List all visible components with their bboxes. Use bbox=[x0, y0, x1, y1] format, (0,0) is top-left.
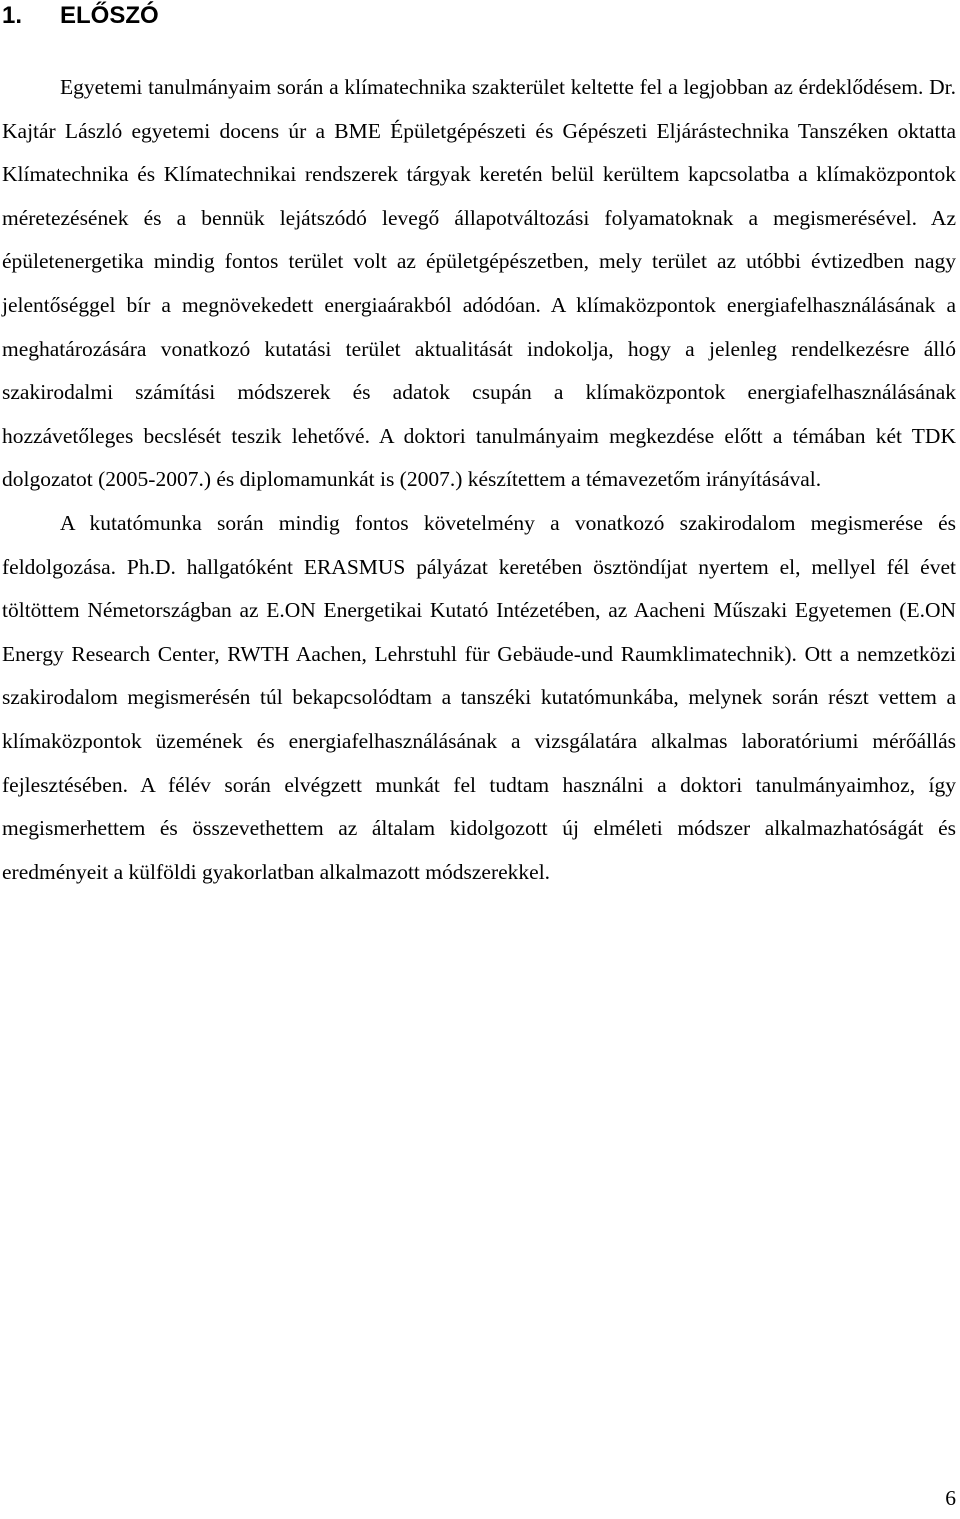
body-text bbox=[2, 66, 956, 894]
paragraph-1: Egyetemi tanulmányaim során a klímatechnika szakterület keltette fel a legjobban az érdeklődésem. Dr. Kajtár László egyetemi docens úr a BME Épületgépészeti és Gépészeti Eljárástechnika Tanszéken oktatta Klímatechnika és Klímatechnikai rendszerek tárgyak keretén belül kerültem kapcsolatba a klímaközpontok méretezésének és a bennük lejátszódó levegő állapotváltozási folyamatoknak a megismerésével. Az épületenergetika mindig fontos terület volt az épületgépészetben, mely terület az utóbbi évtizedben nagy jelentőséggel bír a megnövekedett energiaárakból adódóan. A klímaközpontok energiafelhasználásának a meghatározására vonatkozó kutatási terület aktualitását indokolja, hogy a jelenleg rendelkezésre álló szakirodalmi számítási módszerek és adatok csupán a klímaközpontok energiafelhasználásának hozzávetőleges becslését teszik lehetővé. A doktori tanulmányaim megkezdése előtt a témában két TDK dolgozatot (2005-2007.) és diplomamunkát is (2007.) készítettem a témavezetőm irányításával. bbox=[2, 75, 956, 492]
chapter-title: ELŐSZÓ bbox=[60, 2, 159, 29]
chapter-heading bbox=[2, 0, 159, 32]
chapter-number: 1. bbox=[2, 2, 23, 29]
page-number: 6 bbox=[945, 1486, 956, 1510]
paragraph-2: A kutatómunka során mindig fontos követelmény a vonatkozó szakirodalom megismerése és feldolgozása. Ph.D. hallgatóként ERASMUS pályázat keretében ösztöndíjat nyertem el, mellyel fél évet töltöttem Németországban az E.ON Energetikai Kutató Intézetében, az Aacheni Műszaki Egyetemen (E.ON Energy Research Center, RWTH Aachen, Lehrstuhl für Gebäude-und Raumklimatechnik). Ott a nemzetközi szakirodalom megismerésén túl bekapcsolódtam a tanszéki kutatómunkába, melynek során részt vettem a klímaközpontok üzemének és energiafelhasználásának a vizsgálatára alkalmas laboratóriumi mérőállás fejlesztésében. A félév során elvégzett munkát fel tudtam használni a doktori tanulmányaimhoz, így megismerhettem és összevethettem az általam kidolgozott új elméleti módszer alkalmazhatóságát és eredményeit a külföldi gyakorlatban alkalmazott módszerekkel. bbox=[2, 510, 956, 884]
